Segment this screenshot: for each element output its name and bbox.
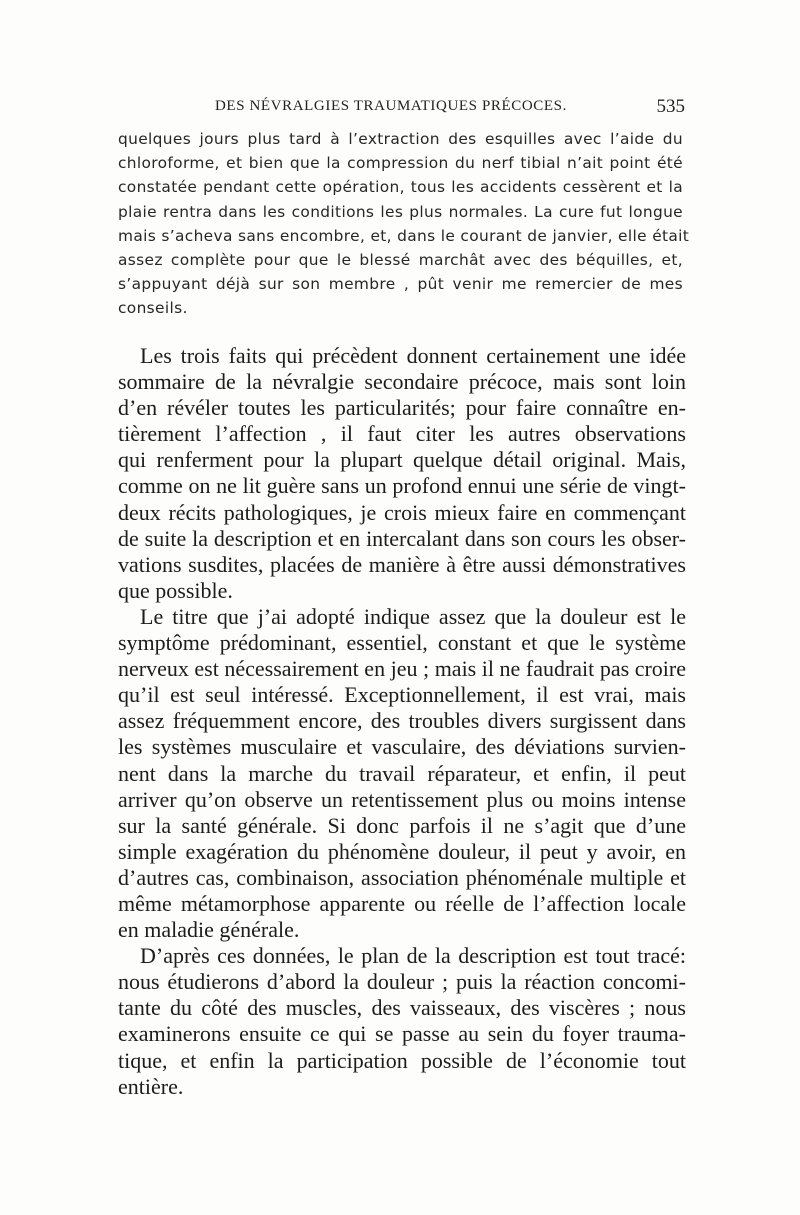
text-line: deux récits pathologiques, je crois mieux faire en commençant: [118, 499, 686, 525]
text-line: qu’il est seul intéressé. Exceptionnellement, il est vrai, mais: [118, 682, 686, 708]
text-line: chloroforme, et bien que la compression du nerf tibial n’ait point été: [118, 154, 683, 173]
text-line: d’autres cas, combinaison, association phénoménale multiple et: [118, 864, 686, 890]
text-line: de suite la description et en intercalant dans son cours les obser-: [118, 525, 686, 551]
main-text: [118, 343, 686, 1100]
text-line: symptôme prédominant, essentiel, constant et que le système: [118, 630, 686, 656]
text-line: tièrement l’affection , il faut citer les autres observations: [118, 421, 686, 447]
paragraph-first-line: D’après ces données, le plan de la description est tout tracé:: [140, 943, 686, 969]
text-line: simple exagération du phénomène douleur, il peut y avoir, en: [118, 838, 686, 864]
text-line: d’en révéler toutes les particularités; pour faire connaître en-: [118, 395, 686, 421]
text-line: que possible.: [118, 577, 233, 603]
text-line: plaie rentra dans les conditions les plus normales. La cure fut longue: [118, 202, 683, 221]
text-line: assez complète pour que le blessé marchât avec des béquilles, et,: [118, 250, 683, 269]
text-line: quelques jours plus tard à l’extraction des esquilles avec l’aide du: [118, 130, 683, 148]
paragraph-first-line: Les trois faits qui précèdent donnent certainement une idée: [140, 343, 686, 368]
text-line: nent dans la marche du travail réparateur, et enfin, il peut: [118, 760, 686, 786]
text-line: examinerons ensuite ce qui se passe au sein du foyer trauma-: [118, 1021, 686, 1047]
text-line: arriver qu’on observe un retentissement plus ou moins intense: [118, 786, 686, 812]
text-line: comme on ne lit guère sans un profond ennui une série de vingt-: [118, 473, 686, 499]
text-line: assez fréquemment encore, des troubles divers surgissent dans: [118, 708, 686, 734]
text-line: entière.: [118, 1073, 184, 1099]
text-line: conseils.: [118, 299, 188, 318]
text-line: constatée pendant cette opération, tous les accidents cessèrent et la: [118, 178, 683, 197]
text-line: nous étudierons d’abord la douleur ; puis la réaction concomi-: [118, 969, 686, 995]
paragraph-first-line: Le titre que j’ai adopté indique assez que la douleur est le: [140, 603, 686, 629]
running-head: [120, 98, 685, 122]
text-line: s’appuyant déjà sur son membre , pût venir me remercier de mes: [118, 275, 683, 294]
running-title: DES NÉVRALGIES TRAUMATIQUES PRÉCOCES.: [215, 98, 567, 114]
text-line: qui renferment pour la plupart quelque détail original. Mais,: [118, 447, 686, 473]
text-line: mais s’acheva sans encombre, et, dans le courant de janvier, elle était: [118, 226, 690, 245]
text-line: tante du côté des muscles, des vaisseaux, des viscères ; nous: [118, 995, 686, 1021]
text-line: vations susdites, placées de manière à être aussi démonstratives: [118, 551, 686, 577]
text-line: sommaire de la névralgie secondaire précoce, mais sont loin: [118, 369, 686, 395]
text-line: tique, et enfin la participation possible de l’économie tout: [118, 1047, 686, 1073]
text-line: sur la santé générale. Si donc parfois il ne s’agit que d’une: [118, 812, 686, 838]
text-line: nerveux est nécessairement en jeu ; mais il ne faudrait pas croire: [118, 656, 686, 682]
observation-continuation: [118, 127, 690, 321]
text-line: les systèmes musculaire et vasculaire, des déviations survien-: [118, 734, 686, 760]
text-line: même métamorphose apparente ou réelle de l’affection locale: [118, 890, 686, 916]
text-line: en maladie générale.: [118, 917, 300, 943]
page-number: 535: [656, 96, 685, 117]
